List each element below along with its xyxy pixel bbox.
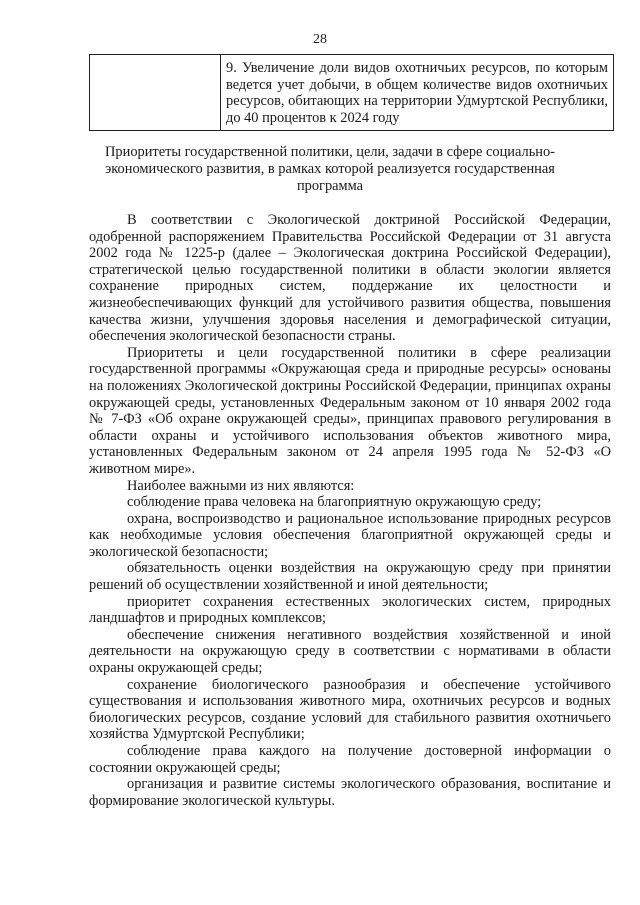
- list-item: охрана, воспроизводство и рациональное использование природных ресурсов как необходимые условия обеспечения благоприятной окружающей среды и экологической безопасности;: [89, 510, 611, 560]
- list-item: приоритет сохранения естественных экологических систем, природных ландшафтов и природных комплексов;: [89, 593, 611, 627]
- list-item: сохранение биологического разнообразия и обеспечение устойчивого существования и использования животного мира, охотничьих ресурсов и водных биологических ресурсов, создание условий для стабильного развития охотничьего хозяйства Удмуртской Республики;: [89, 676, 611, 743]
- table-text-cell: 9. Увеличение доли видов охотничьих ресурсов, по которым ведется учет добычи, в общем количестве видов охотничьих ресурсов, обитающих на территории Удмуртской Республики, до 40 процентов к 2024 году: [221, 55, 614, 131]
- list-item: обеспечение снижения негативного воздействия хозяйственной и иной деятельности на окружающую среду в соответствии с нормативами в области охраны окружающей среды;: [89, 626, 611, 677]
- page-number: 28: [313, 32, 327, 47]
- list-item: соблюдение права человека на благоприятную окружающую среду;: [127, 494, 542, 511]
- list-item: организация и развитие системы экологического образования, воспитание и формирование экологической культуры.: [89, 776, 611, 809]
- list-item: соблюдение права каждого на получение достоверной информации о состоянии окружающей среды;: [89, 743, 611, 776]
- list-item: обязательность оценки воздействия на окружающую среду при принятии решений об осуществлении хозяйственной и иной деятельности;: [89, 560, 611, 594]
- paragraph: В соответствии с Экологической доктриной Российской Федерации, одобренной распоряжением Правительства Российской Федерации от 31 августа 2002 года № 1225-р (далее – Экологическая доктрина Российской Федерации), стратегической целью государственной политики в области экологии является сохранение природных систем, поддержание их целостности и жизнеобеспечивающих функций для устойчивого развития общества, повышения качества жизни, улучшения здоровья населения и демографической ситуации, обеспечения экологической безопасности страны.: [89, 212, 611, 345]
- table-empty-cell: [90, 55, 221, 131]
- body-text: [89, 212, 611, 809]
- indicator-table: [89, 54, 614, 131]
- paragraph: Наиболее важными из них являются:: [127, 477, 355, 494]
- table-row: [90, 55, 614, 131]
- section-heading: Приоритеты государственной политики, цели, задачи в сфере социально-экономического развития, в рамках которой реализуется государственная программа: [105, 144, 555, 194]
- paragraph: Приоритеты и цели государственной политики в сфере реализации государственной программы «Окружающая среда и природные ресурсы» основаны на положениях Экологической доктрины Российской Федерации, принципах охраны окружающей среды, установленных Федеральным законом от 10 января 2002 года № 7-ФЗ «Об охране окружающей среды», принципах правового регулирования в области охраны и устойчивого использования объектов животного мира, установленных Федеральным законом от 24 апреля 1995 года № 52-ФЗ «О животном мире».: [89, 344, 611, 477]
